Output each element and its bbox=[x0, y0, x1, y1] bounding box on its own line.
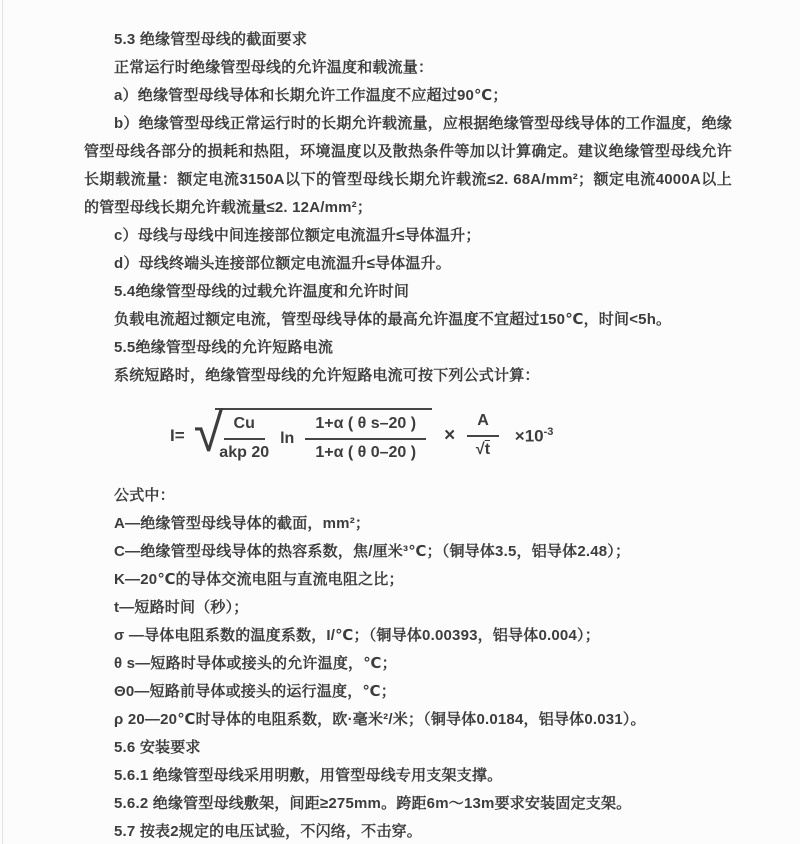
variable-t: t bbox=[484, 441, 491, 458]
sqrt-radicand bbox=[215, 408, 432, 464]
fraction-numerator: Cu bbox=[224, 414, 265, 440]
sqrt-sign-small: √ bbox=[475, 441, 485, 458]
heading-section-5-3: 5.3 绝缘管型母线的截面要求 bbox=[114, 31, 308, 48]
fraction-theta-ratio bbox=[305, 414, 426, 464]
fraction-denominator: 1+α ( θ 0–20 ) bbox=[315, 444, 417, 461]
list-item-b: b）绝缘管型母线正常运行时的长期允许载流量，应根据绝缘管型母线导体的工作温度，绝缘管型母线各部分的损耗和热阻，环境温度以及散热条件等加以计算确定。建议绝缘管型母线允许长期载流量：额定电流3150A以下的管型母线长期允许载流≤2. 68A/mm²；额定电流4000A以上的管型母线长期允许载流量≤2. 12A/mm²； bbox=[84, 115, 732, 216]
definition-theta-s: θ s—短路时导体或接头的允许温度，℃； bbox=[114, 655, 397, 672]
fraction-numerator: A bbox=[467, 411, 499, 437]
heading-section-5-4: 5.4绝缘管型母线的过载允许温度和允许时间 bbox=[114, 283, 410, 300]
fraction-cu-akp20 bbox=[219, 414, 269, 464]
sqrt-t-denominator bbox=[476, 437, 490, 461]
definition-K: K—20℃的导体交流电阻与直流电阻之比； bbox=[114, 571, 404, 588]
times-ten-power bbox=[515, 426, 554, 447]
formula-lhs: I= bbox=[170, 426, 185, 445]
scan-edge-line bbox=[2, 0, 3, 844]
paragraph-5-6-1: 5.6.1 绝缘管型母线采用明敷，用管型母线专用支架支撑。 bbox=[114, 767, 503, 784]
times-ten-base: ×10 bbox=[514, 426, 544, 446]
fraction-a-over-sqrt-t bbox=[467, 411, 499, 461]
paragraph-5-7: 5.7 按表2规定的电压试验，不闪络，不击穿。 bbox=[114, 823, 422, 840]
list-item-a: a）绝缘管型母线导体和长期允许工作温度不应超过90℃； bbox=[114, 87, 508, 104]
paragraph-normal-operation: 正常运行时绝缘管型母线的允许温度和载流量： bbox=[114, 59, 434, 76]
ln-operator: ln bbox=[280, 430, 295, 447]
paragraph-shortcircuit-intro: 系统短路时，绝缘管型母线的允许短路电流可按下列公式计算： bbox=[114, 367, 540, 384]
multiply-sign: × bbox=[444, 425, 456, 446]
document-content bbox=[84, 26, 732, 844]
list-item-d: d）母线终端头连接部位额定电流温升≤导体温升。 bbox=[114, 255, 451, 272]
definition-theta-0: Θ0—短路前导体或接头的运行温度，℃； bbox=[114, 683, 396, 700]
paragraph-overload: 负载电流超过额定电流，管型母线导体的最高允许温度不宜超过150℃，时间<5h。 bbox=[114, 311, 672, 328]
definition-t: t—短路时间（秒）； bbox=[114, 599, 249, 616]
sqrt-radical-sign: √ bbox=[193, 403, 224, 463]
definition-A: A—绝缘管型母线导体的截面，mm²； bbox=[114, 515, 371, 532]
formula-legend-title: 公式中： bbox=[114, 487, 175, 504]
paragraph-5-6-2: 5.6.2 绝缘管型母线敷架，间距≥275mm。跨距6m～13m要求安装固定支架。 bbox=[114, 795, 632, 812]
definition-rho-20: ρ 20—20℃时导体的电阻系数，欧·毫米²/米；（铜导体0.0184，铝导体0.031）。 bbox=[114, 711, 646, 728]
shortcircuit-current-formula bbox=[170, 402, 732, 470]
definition-C: C—绝缘管型母线导体的热容系数，焦/厘米³℃；（铜导体3.5，铝导体2.48）； bbox=[114, 543, 631, 560]
definition-sigma: σ —导体电阻系数的温度系数，I/℃；（铜导体0.00393，铝导体0.004）； bbox=[114, 627, 600, 644]
fraction-numerator: 1+α ( θ s–20 ) bbox=[305, 414, 426, 440]
fraction-denominator: akp 20 bbox=[219, 444, 270, 461]
heading-section-5-6: 5.6 安装要求 bbox=[114, 739, 201, 756]
list-item-c: c）母线与母线中间连接部位额定电流温升≤导体温升； bbox=[114, 227, 481, 244]
exponent: -3 bbox=[543, 425, 554, 438]
heading-section-5-5: 5.5绝缘管型母线的允许短路电流 bbox=[114, 339, 334, 356]
